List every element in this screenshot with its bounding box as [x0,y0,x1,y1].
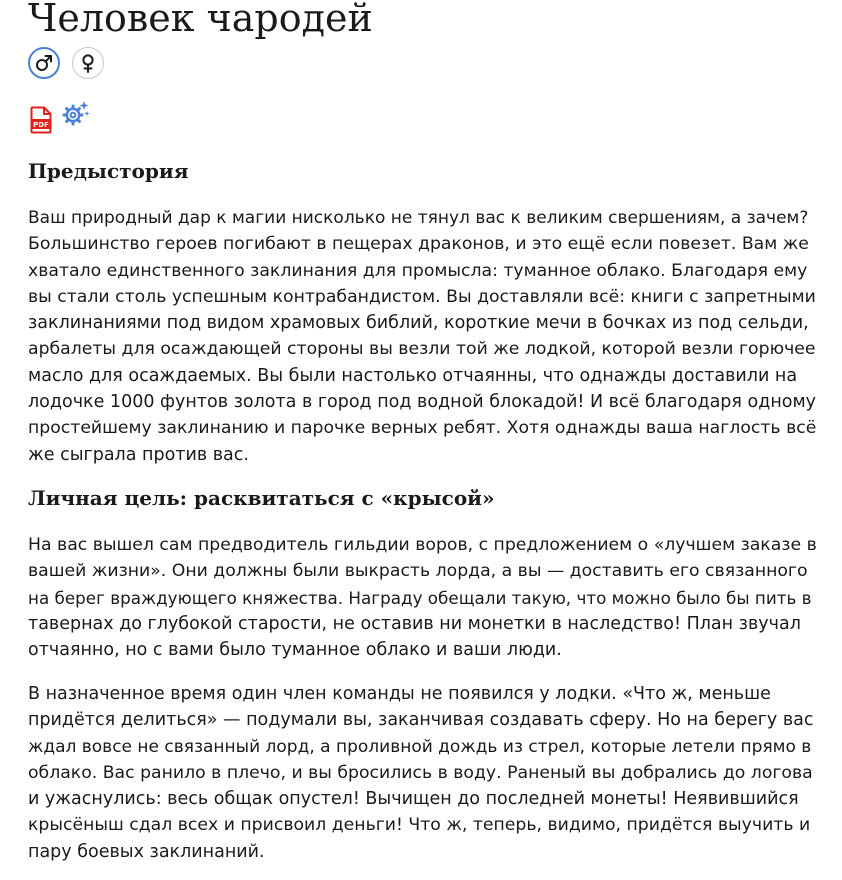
pdf-label: PDF [33,121,49,129]
text-line: Ваш природный дар к магии нисколько не тянул вас к великим свершениям, а зачем? [28,208,809,228]
backstory-text [28,205,818,468]
text-line: ждал вовсе не связанный лорд, а проливной дождь из стрел, которые летели прямо в [28,736,812,757]
male-gender-button[interactable] [28,47,60,79]
goal-text-1 [28,532,818,663]
text-line: В назначенное время один член команды не появился у лодки. «Что ж, меньше [28,684,771,704]
pdf-download-button[interactable] [29,106,53,138]
backstory-heading: Предыстория [28,159,189,183]
text-line: придётся делиться» — подумали вы, заканчивая создавать сферу. Но на берегу вас [28,710,814,731]
text-line: тавернах до глубокой старости, не оставив ни монетки в наследство! План звучал [28,613,801,634]
text-line: отчаянно, но с вами было туманное облако и ваши люди. [28,640,562,661]
pdf-file-icon [29,106,53,134]
text-line: На вас вышел сам предводитель гильдии воров, с предложением о «лучшем заказе в [28,535,817,555]
text-line: арбалеты для осаждающей стороны вы везли той же лодкой, которой везли горючее [28,339,816,360]
text-line: на берег враждующего княжества. Награду обещали такую, что можно было бы пить в [28,587,812,608]
text-line: лодочке 1000 фунтов золота в город под водной блокадой! И всё благодаря одному [28,392,817,413]
page-title: Человек чародей [28,0,373,40]
male-icon [34,53,54,73]
text-line: хватало единственного заклинания для промысла: туманное облако. Благодаря ему [28,260,808,281]
text-line: вашей жизни». Они должны были выкрасть лорда, а вы — доставить его связанного [28,561,808,582]
text-line: пару боевых заклинаний. [28,841,265,862]
settings-button[interactable] [62,100,90,132]
text-line: простейшему заклинанию и парочке верных ребят. Хотя однажды ваша наглость всё [28,418,817,439]
text-line: облако. Вас ранило в плечо, и вы бросились в воду. Раненый вы добрались до логова [28,762,813,783]
goal-heading: Личная цель: расквитаться с «крысой» [28,486,495,510]
female-gender-button[interactable] [72,47,104,79]
text-line: масло для осаждаемых. Вы были настолько отчаянны, что однажды доставили на [28,365,798,386]
female-icon [78,53,98,73]
text-line: крысёныш сдал всех и присвоил деньги! Что ж, теперь, видимо, придётся выучить и [28,815,811,836]
sparkle-gear-icon [62,100,90,128]
text-line: Большинство героев погибают в пещерах драконов, и это ещё если повезет. Вам же [28,234,809,255]
goal-text-2 [28,681,818,865]
text-line: вы стали столь успешным контрабандистом. Вы доставляли всё: книги с запретными [28,286,816,307]
text-line: же сыграла против вас. [28,444,249,465]
text-line: заклинаниями под видом храмовых библий, короткие мечи в бочках из под сельди, [28,313,809,334]
text-line: и ужаснулись: весь общак опустел! Вычищен до последней монеты! Неявившийся [28,789,799,810]
